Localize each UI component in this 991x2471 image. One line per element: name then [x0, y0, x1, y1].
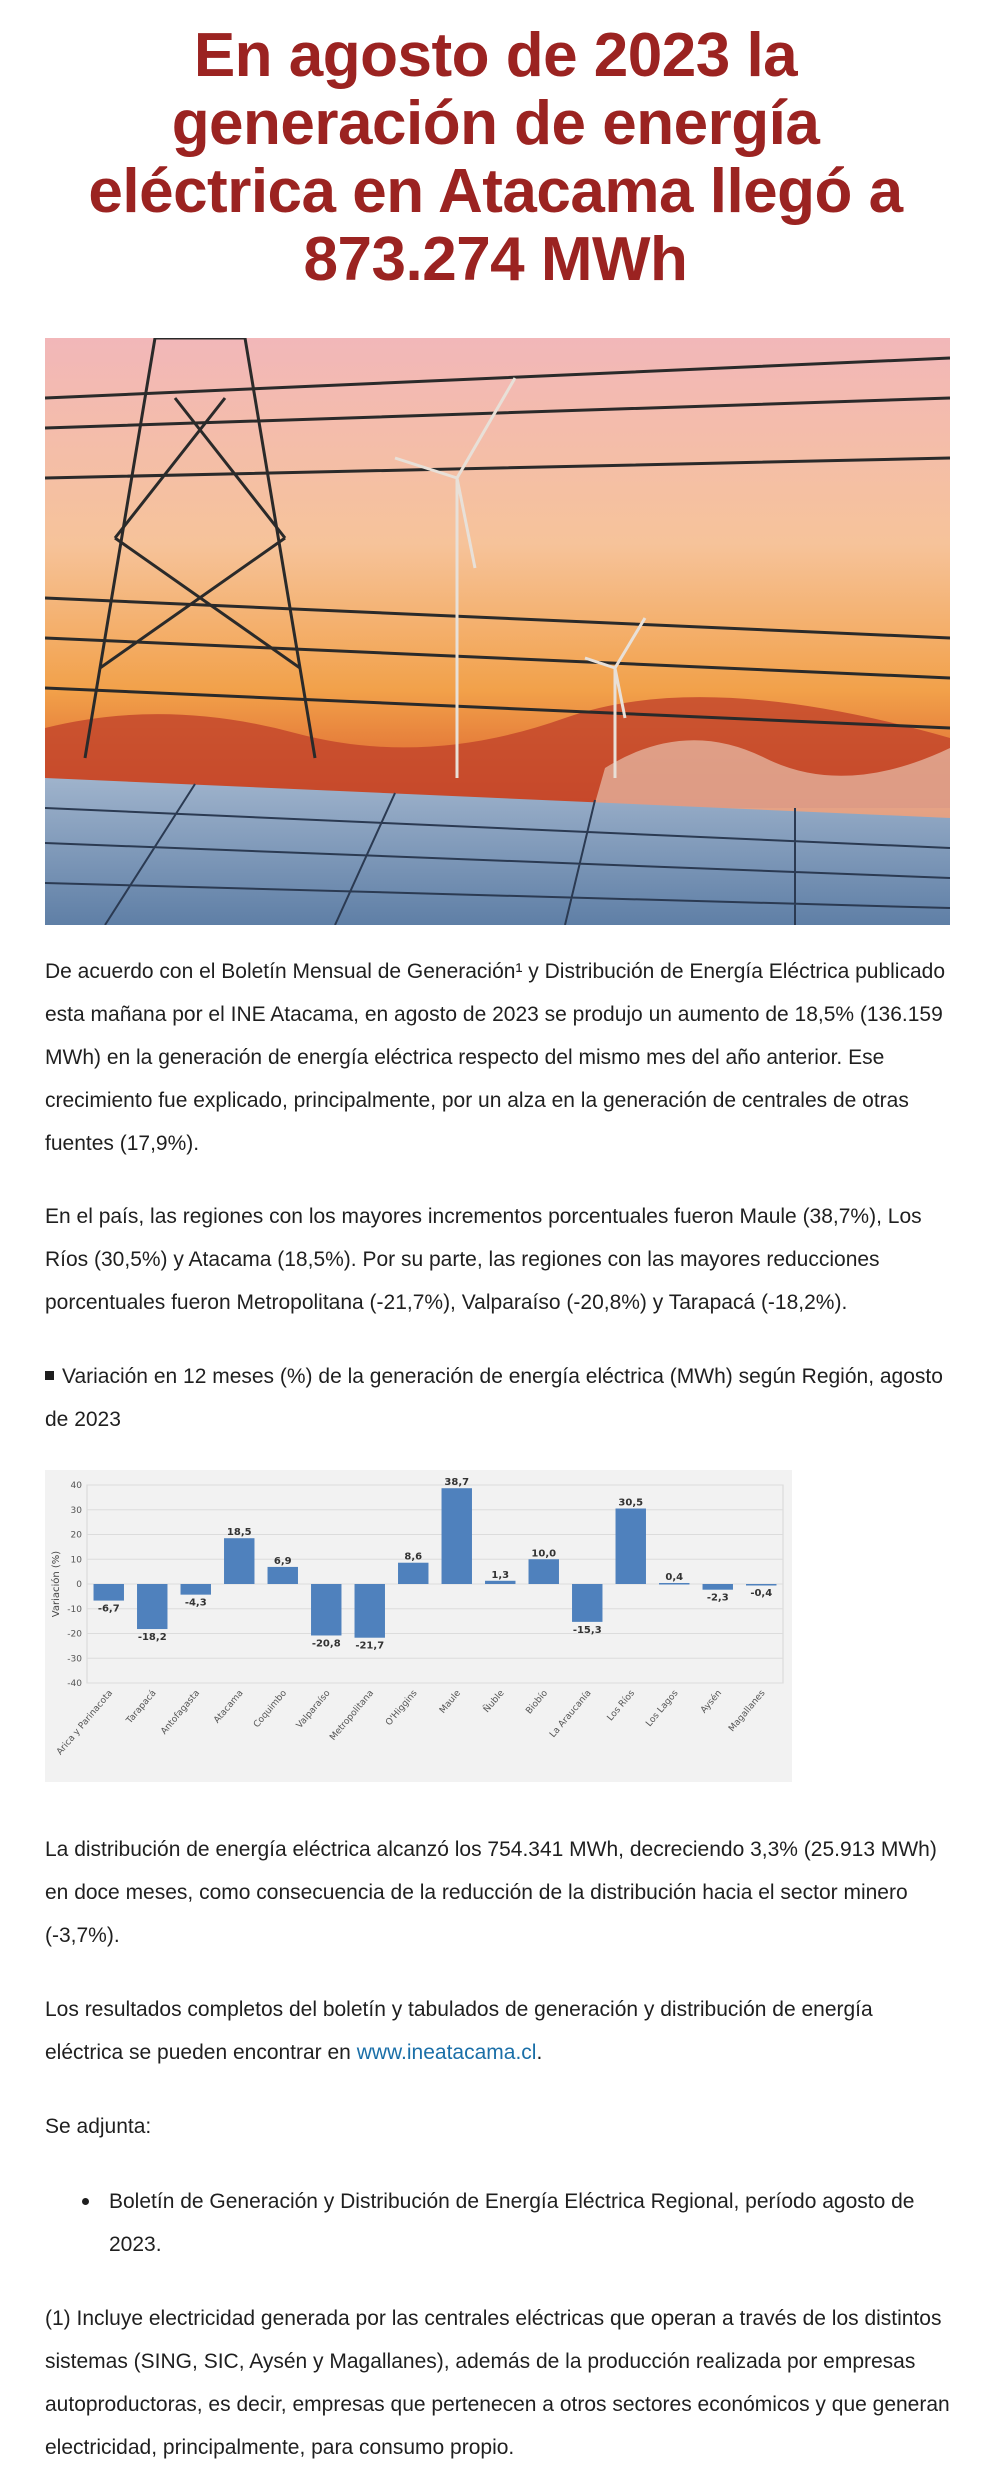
bar [746, 1584, 776, 1586]
bar [224, 1538, 254, 1584]
x-tick-label: O'Higgins [384, 1688, 420, 1728]
y-tick-label: 0 [76, 1580, 82, 1590]
paragraph-distribution: La distribución de energía eléctrica alcanzó los 754.341 MWh, decreciendo 3,3% (25.913 MWh) en doce meses, como consecuencia de la reducción de la distribución hacia el sector minero (-3,7%). [45, 1838, 937, 1947]
data-label: 38,7 [444, 1477, 470, 1489]
attachments-label: Se adjunta: [45, 2115, 152, 2138]
y-tick-label: -30 [67, 1654, 82, 1665]
x-tick-label: Tarapacá [124, 1688, 159, 1726]
bar [311, 1584, 341, 1635]
square-bullet-icon [45, 1371, 54, 1380]
x-tick-label: Valparaíso [294, 1688, 333, 1731]
data-label: 6,9 [273, 1555, 292, 1567]
data-label: -0,4 [750, 1587, 773, 1599]
x-tick-label: Coquimbo [252, 1688, 290, 1730]
bar [616, 1509, 646, 1584]
data-label: -18,2 [137, 1632, 167, 1644]
data-label: 30,5 [618, 1497, 644, 1509]
bar [529, 1559, 559, 1584]
paragraph-generation: De acuerdo con el Boletín Mensual de Generación¹ y Distribución de Energía Eléctrica publicado esta mañana por el INE Atacama, en agosto de 2023 se produjo un aumento de 18,5% (136.159 MWh) en la generación de energía eléctrica respecto del mismo mes del año anterior. Ese crecimiento fue explicado, principalmente, por un alza en la generación de centrales de otras fuentes (17,9%). [45, 960, 946, 1155]
bar [659, 1583, 689, 1585]
bar [572, 1584, 602, 1622]
data-label: 18,5 [226, 1527, 252, 1539]
power-lines-wind-solar-photo [45, 338, 950, 925]
x-tick-label: Antofagasta [159, 1688, 203, 1737]
y-tick-label: 10 [70, 1555, 82, 1566]
y-tick-label: -40 [67, 1679, 82, 1689]
results-text: Los resultados completos del boletín y tabulados de generación y distribución de energía eléctrica se pueden encontrar en [45, 1998, 873, 2064]
chart-canvas [45, 1470, 792, 1782]
data-label: 0,4 [665, 1572, 684, 1584]
x-tick-label: Los Ríos [605, 1688, 638, 1724]
regional-variation-chart [45, 1470, 792, 1782]
ineatacama-link[interactable]: www.ineatacama.cl [356, 2041, 537, 2064]
x-tick-label: Arica y Parinacota [55, 1688, 116, 1758]
bar [137, 1584, 167, 1629]
data-label: 1,3 [491, 1569, 510, 1581]
bullet-icon [82, 2198, 89, 2205]
x-tick-label: Metropolitana [328, 1688, 377, 1743]
x-tick-label: Ñuble [482, 1688, 507, 1715]
bar [355, 1584, 385, 1638]
x-tick-label: Maule [438, 1688, 464, 1716]
footnote: (1) Incluye electricidad generada por las centrales eléctricas que operan a través de los distintos sistemas (SING, SIC, Aysén y Magallanes), además de la producción realizada por empresas autoproductoras, es decir, empresas que pertenecen a otros sectores económicos y que generan electricidad, principalmente, para consumo propio. [45, 2307, 950, 2459]
x-tick-label: Aysén [699, 1688, 725, 1716]
data-label: -15,3 [572, 1624, 602, 1636]
x-tick-label: Magallanes [727, 1688, 768, 1734]
chart-caption [45, 1355, 950, 1441]
attachment-item [45, 2180, 950, 2266]
data-label: -6,7 [97, 1603, 120, 1615]
bar [268, 1567, 298, 1584]
bar [442, 1488, 472, 1584]
x-tick-label: Atacama [212, 1688, 246, 1726]
y-tick-label: -10 [67, 1604, 82, 1615]
paragraph-regions: En el país, las regiones con los mayores incrementos porcentuales fueron Maule (38,7%), Los Ríos (30,5%) y Atacama (18,5%). Por su parte, las regiones con las mayores reducciones porcentuales fueron Metropolitana (-21,7%), Valparaíso (-20,8%) y Tarapacá (-18,2%). [45, 1205, 922, 1314]
bar [703, 1584, 733, 1590]
data-label: -4,3 [184, 1597, 207, 1609]
data-label: -20,8 [311, 1638, 341, 1650]
y-axis-label: Variación (%) [51, 1550, 62, 1618]
article-title: En agosto de 2023 la generación de energía eléctrica en Atacama llegó a 873.274 MWh [88, 21, 903, 294]
x-tick-label: Los Lagos [644, 1688, 681, 1729]
results-end: . [536, 2041, 543, 2064]
bar [181, 1584, 211, 1595]
attachments-list [45, 2180, 950, 2266]
x-tick-label: Biobío [524, 1688, 551, 1717]
paragraph-results [45, 1988, 950, 2074]
data-label: -2,3 [706, 1592, 729, 1604]
data-label: 10,0 [531, 1548, 557, 1560]
x-tick-label: La Araucanía [548, 1688, 594, 1740]
data-label: 8,6 [404, 1551, 423, 1563]
y-tick-label: 20 [70, 1530, 82, 1541]
chart-caption-text: Variación en 12 meses (%) de la generación de energía eléctrica (MWh) según Región, agosto de 2023 [45, 1365, 943, 1431]
bar [94, 1584, 124, 1601]
bar [485, 1581, 515, 1584]
attachment-item-text: Boletín de Generación y Distribución de Energía Eléctrica Regional, período agosto de 2023. [109, 2190, 915, 2256]
bar [398, 1563, 428, 1584]
y-tick-label: -20 [67, 1629, 82, 1640]
y-tick-label: 30 [70, 1505, 82, 1516]
y-tick-label: 40 [70, 1481, 82, 1491]
data-label: -21,7 [355, 1640, 385, 1652]
